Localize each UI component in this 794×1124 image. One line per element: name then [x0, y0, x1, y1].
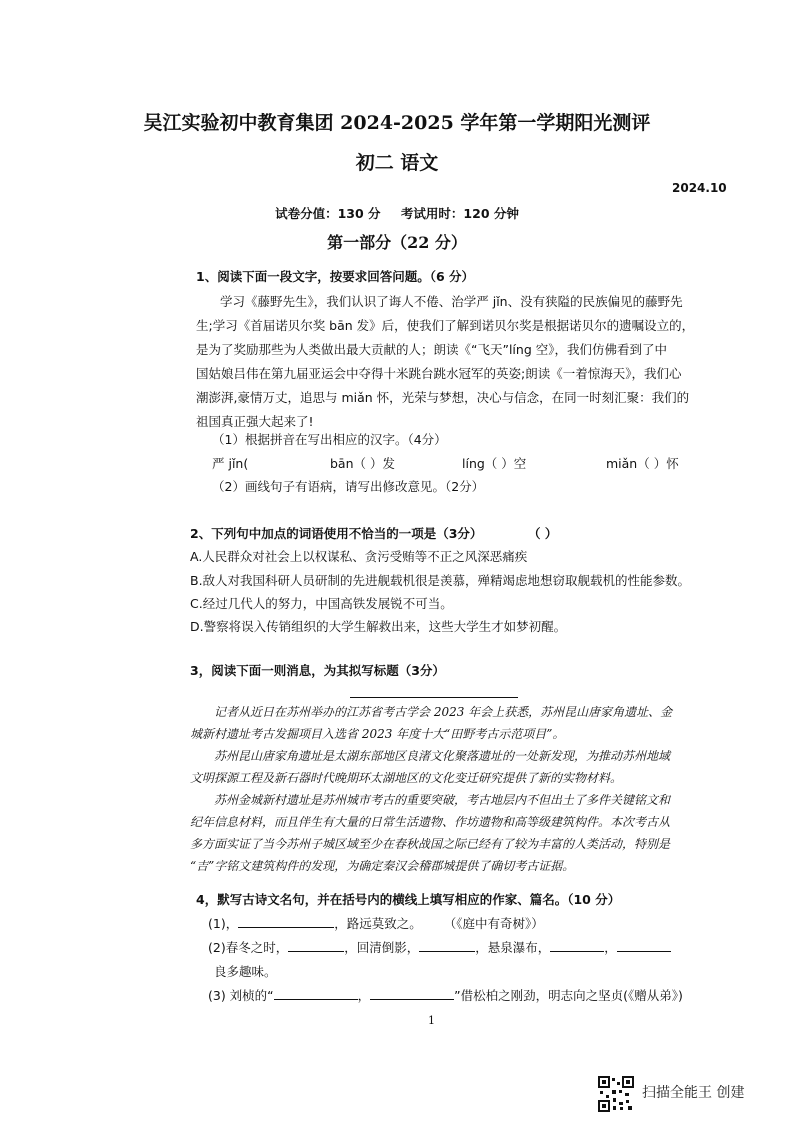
qr-code-icon [598, 1076, 634, 1112]
q4-text: ，悬泉瀑布， [475, 940, 551, 955]
title-blank-line [350, 697, 518, 698]
exam-date: 2024.10 [672, 181, 727, 195]
news-line: 苏州昆山唐家角遗址是太湖东部地区良渚文化聚落遗址的一处新发现，为推动苏州地域 [214, 749, 671, 763]
q4-text: ”借松柏之刚劲，明志向之坚贞(《赠从弟》) [454, 988, 683, 1003]
q2-option: C.经过几代人的努力，中国高铁发展锐不可当。 [190, 596, 453, 611]
q4-source: 《庭中有奇树》） [456, 916, 544, 931]
q2-option: B.敌人对我国科研人员研制的先进舰载机很是羡慕，殚精竭虑地想窃取舰载机的性能参数。 [190, 573, 691, 588]
q4-text: ，路远莫致之。 [334, 916, 422, 931]
q1-passage [196, 290, 716, 434]
time-info: 考试用时：120 分钟 [400, 206, 519, 221]
pinyin-item: miǎn（ ）怀 [606, 456, 679, 471]
q4-heading: 4，默写古诗文名句，并在括号内的横线上填写相应的作家、篇名。（10 分） [196, 892, 621, 907]
news-line: 记者从近日在苏州举办的江苏省考古学会 2023 年会上获悉，苏州昆山唐家角遗址、金 [214, 705, 673, 719]
passage-line: 学习《藤野先生》，我们认识了诲人不倦、治学严 jǐn、没有狭隘的民族偏见的藤野先 [220, 294, 683, 309]
q1-heading: 1、阅读下面一段文字，按要求回答问题。（6 分） [196, 269, 474, 284]
exam-title: 吴江实验初中教育集团 2024-2025 学年第一学期阳光测评 [143, 112, 651, 134]
q4-line-2-tail: 良多趣味。 [214, 964, 277, 979]
q4-text: (2)春冬之时， [208, 940, 289, 955]
passage-line: 祖国真正强大起来了! [196, 414, 314, 429]
pinyin-item: bān（ ）发 [330, 456, 395, 471]
answer-blank[interactable] [419, 937, 475, 952]
passage-line: 生;学习《首届诺贝尔奖 bān 发》后，使我们了解到诺贝尔奖是根据诺贝尔的遗嘱设立的， [196, 318, 695, 333]
q1-sub2: （2）画线句子有语病，请写出修改意见。（2分） [212, 479, 485, 494]
passage-line: 是为了奖励那些为人类做出最大贡献的人；朗读《“飞天”líng 空》，我们仿佛看到了中 [196, 342, 667, 357]
news-line: 苏州金城新村遗址是苏州城市考古的重要突破，考古地层内不但出土了多件关键铭文和 [214, 793, 671, 807]
answer-blank[interactable] [370, 985, 454, 1000]
q3-news [190, 701, 710, 877]
score-info: 试卷分值：130 分 [275, 206, 381, 221]
pinyin-item: líng（ ）空 [462, 456, 527, 471]
exam-subtitle: 初二 语文 [355, 152, 439, 174]
q3-heading: 3，阅读下面一则消息，为其拟写标题（3分） [190, 663, 445, 678]
passage-line: 潮澎湃,豪情万丈，追思与 miǎn 怀，光荣与梦想，决心与信念，在同一时刻汇聚：我们的 [196, 390, 690, 405]
q4-text: ， [604, 940, 617, 955]
q4-text: (1)， [208, 916, 239, 931]
page-number: 1 [428, 1014, 435, 1027]
q4-text: ， [357, 988, 371, 1003]
q4-line-1: (1)， ，路远莫致之。 （《庭中有奇树》） [208, 912, 544, 936]
q2-option: D.警察将误入传销组织的大学生解救出来，这些大学生才如梦初醒。 [190, 619, 567, 634]
news-line: 多方面实证了当今苏州子城区域至少在春秋战国之际已经有了较为丰富的人类活动，特别是 [190, 837, 671, 851]
news-line: 文明探源工程及新石器时代晚期环太湖地区的文化变迁研究提供了新的实物材料。 [190, 771, 623, 785]
q4-text: ，回清倒影， [344, 940, 420, 955]
news-line: 纪年信息材料，而且伴生有大量的日常生活遗物、作坊遗物和高等级建筑构件。本次考古从 [190, 815, 671, 829]
q1-sub1: （1）根据拼音在写出相应的汉字。（4分） [212, 432, 447, 447]
answer-blank[interactable] [617, 937, 671, 952]
q4-line-3 [208, 984, 683, 1008]
news-line: 城新村遗址考古发掘项目入选省 2023 年度十大“田野考古示范项目”。 [190, 727, 565, 741]
answer-blank[interactable] [550, 937, 604, 952]
q2-option: A.人民群众对社会上以权谋私、贪污受贿等不正之风深恶痛疾 [190, 549, 528, 564]
passage-line: 国姑娘吕伟在第九届亚运会中夺得十米跳台跳水冠军的英姿;朗读《一着惊海天》，我们心 [196, 366, 682, 381]
exam-meta [0, 204, 794, 222]
answer-blank[interactable] [274, 985, 358, 1000]
part-heading: 第一部分（22 分） [327, 233, 467, 252]
scanner-watermark: 扫描全能王 创建 [642, 1085, 745, 1101]
answer-blank[interactable] [288, 937, 344, 952]
news-line: “吉”字铭文建筑构件的发现，为确定秦汉会稽郡城提供了确切考古证据。 [190, 859, 575, 873]
q4-line-2 [208, 936, 671, 960]
q2-answer-paren: （ ） [528, 526, 558, 541]
answer-blank[interactable] [238, 913, 334, 928]
pinyin-item: 严 jǐn( [212, 456, 249, 471]
q2-heading: 2、下列句中加点的词语使用不恰当的一项是（3分） [190, 526, 483, 541]
q4-text: (3) 刘桢的“ [208, 988, 274, 1003]
